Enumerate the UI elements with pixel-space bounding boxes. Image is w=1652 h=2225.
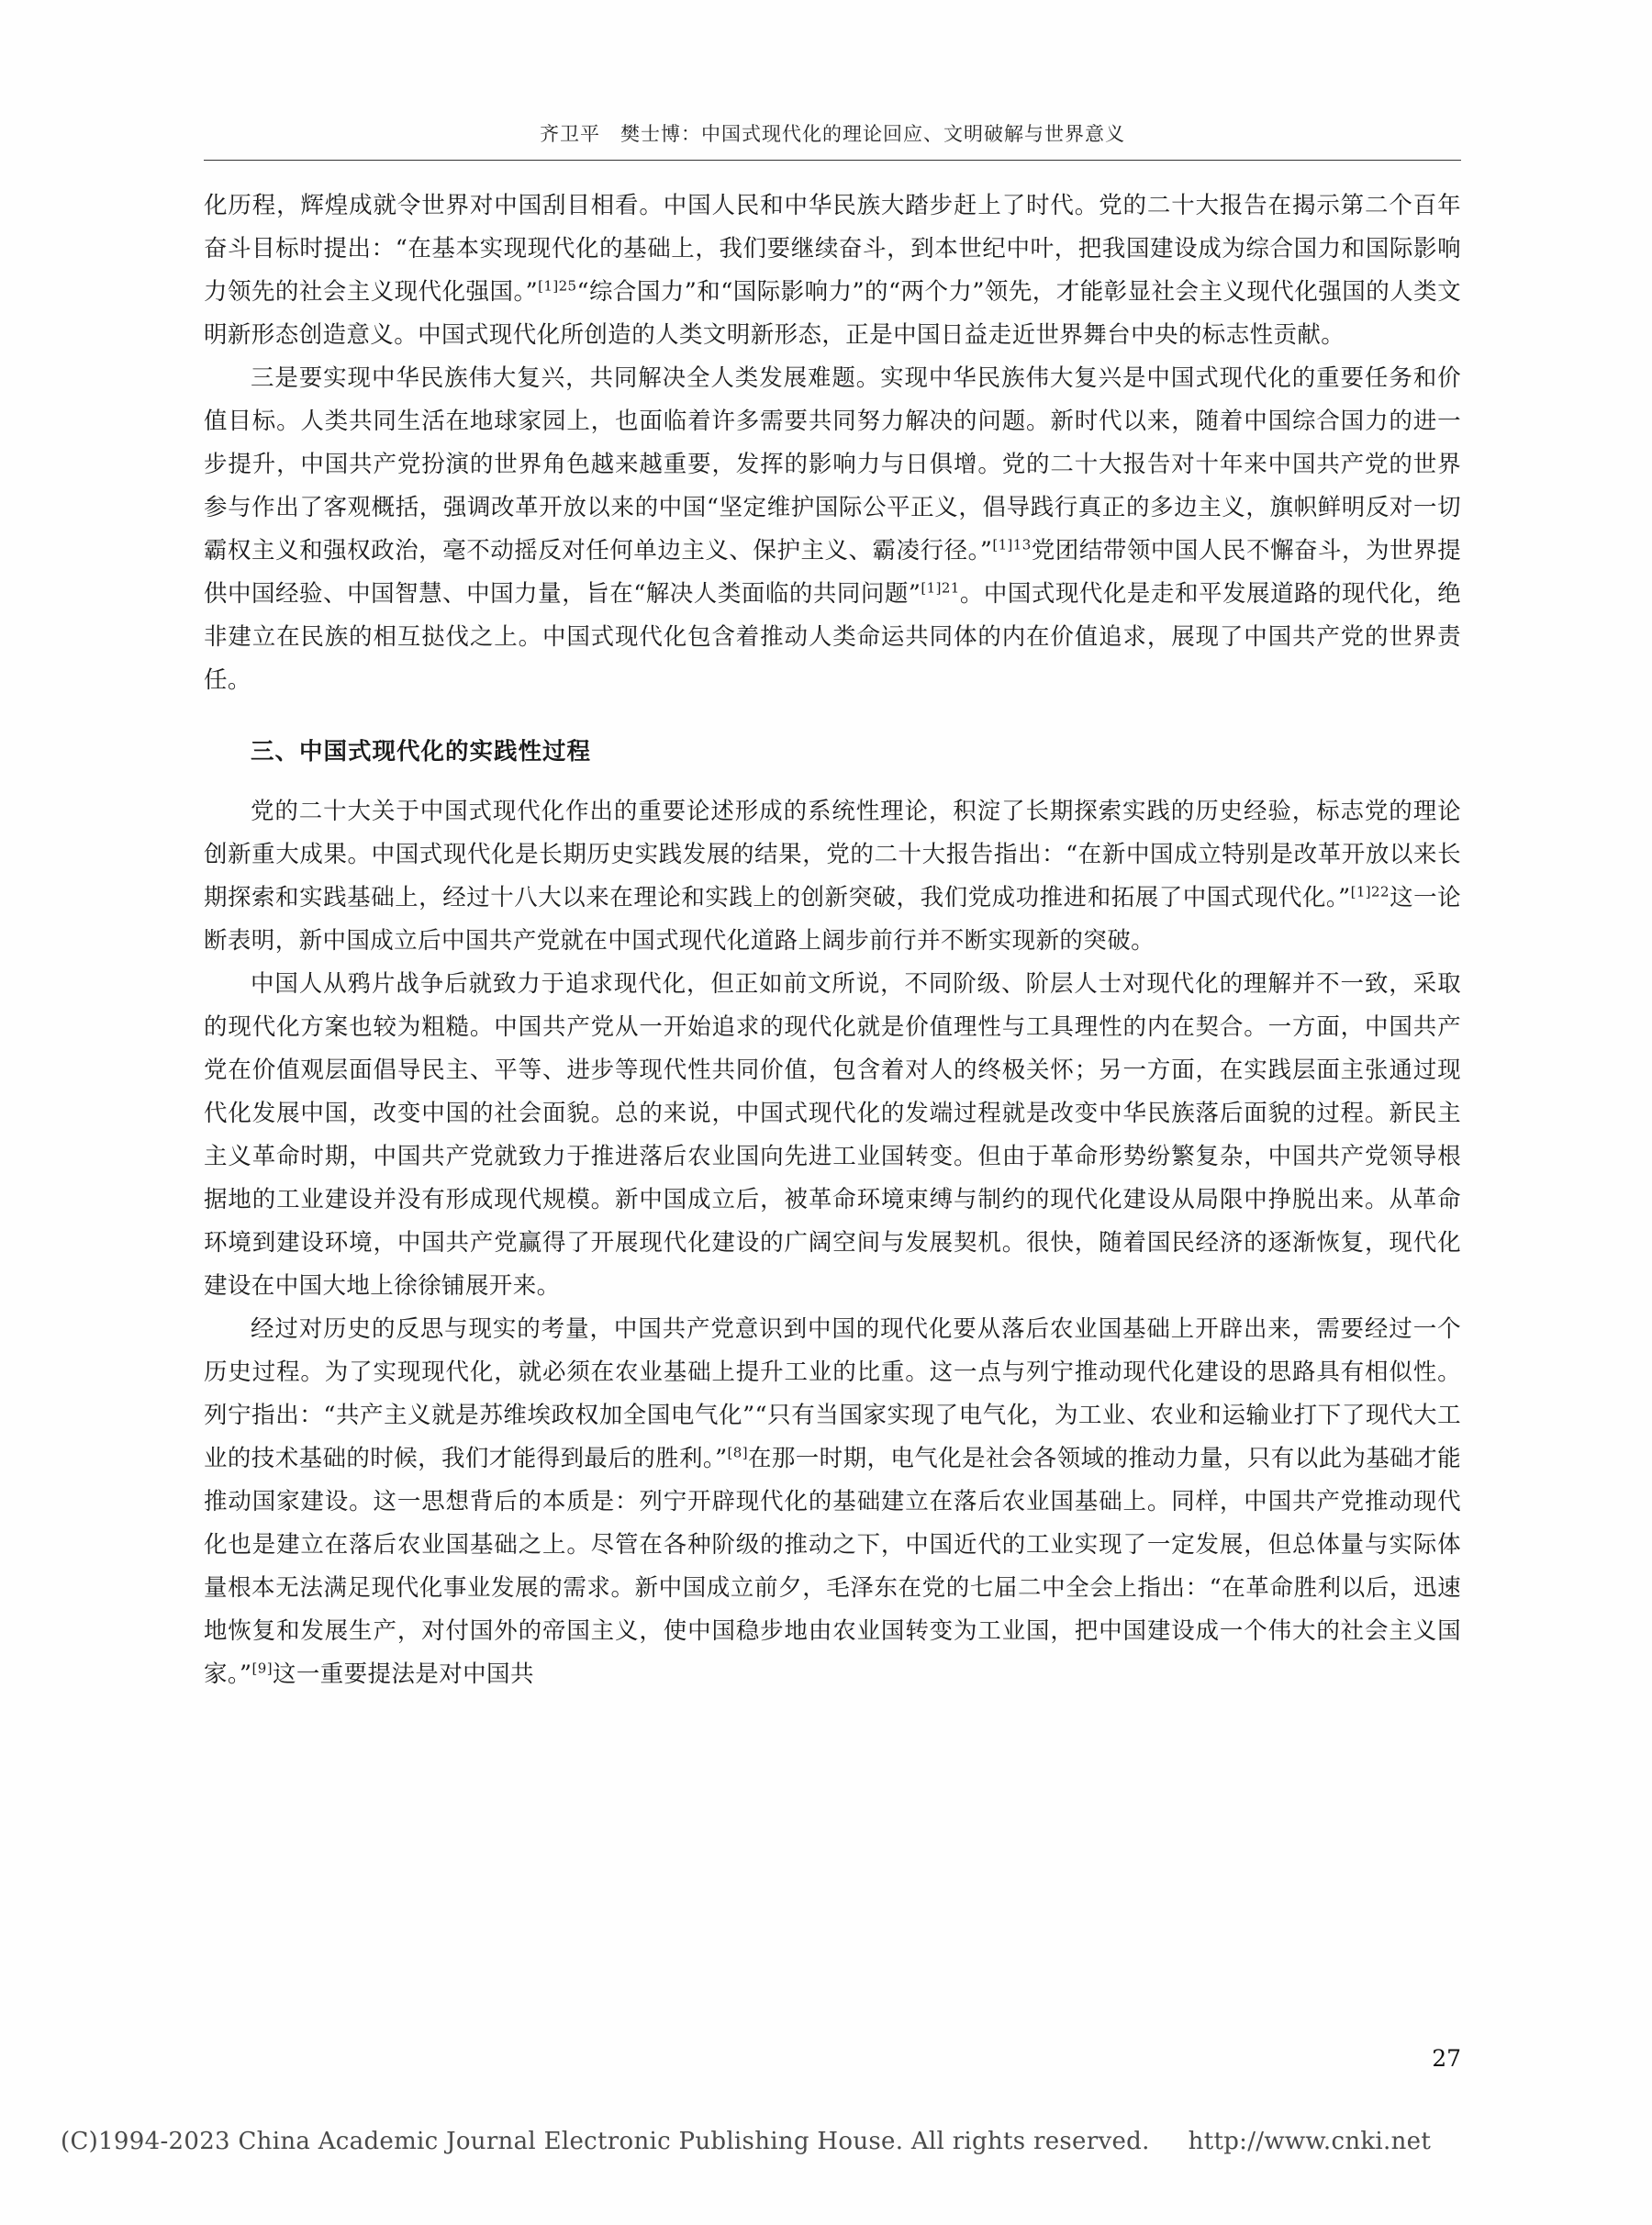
paragraph-5 xyxy=(204,1308,1461,1696)
paragraph-3-tail: 这一论断表明，新中国成立后中国共产党就在中国式现代化道路上阔步前行并不断实现新的突破。 xyxy=(204,884,1462,955)
paragraph-4: 中国人从鸦片战争后就致力于追求现代化，但正如前文所说，不同阶级、阶层人士对现代化的理解并不一致，采取的现代化方案也较为粗糙。中国共产党从一开始追求的现代化就是价值理性与工具理性的内在契合。一方面，中国共产党在价值观层面倡导民主、平等、进步等现代性共同价值，包含着对人的终极关怀；另一方面，在实践层面主张通过现代化发展中国，改变中国的社会面貌。总的来说，中国式现代化的发端过程就是改变中华民族落后面貌的过程。新民主主义革命时期，中国共产党就致力于推进落后农业国向先进工业国转变。但由于革命形势纷繁复杂，中国共产党领导根据地的工业建设并没有形成现代规模。新中国成立后，被革命环境束缚与制约的现代化建设从局限中挣脱出来。从革命环境到建设环境，中国共产党赢得了开展现代化建设的广阔空间与发展契机。很快，随着国民经济的逐渐恢复，现代化建设在中国大地上徐徐铺展开来。 xyxy=(204,970,1461,1300)
citation-ref-1: [1]25 xyxy=(538,277,577,295)
paragraph-5-tail: 在那一时期，电气化是社会各领域的推动力量，只有以此为基础才能推动国家建设。这一思想背后的本质是：列宁开辟现代化的基础建立在落后农业国基础上。同样，中国共产党推动现代化也是建立在落后农业国基础之上。尽管在各种阶级的推动之下，中国近代的工业实现了一定发展，但总体量与实际体量根本无法满足现代化事业发展的需求。新中国成立前夕，毛泽东在党的七届二中全会上指出：“在革命胜利以后，迅速地恢复和发展生产，对付国外的帝国主义，使中国稳步地由农业国转变为工业国，把中国建设成一个伟大的社会主义国家。” xyxy=(204,1445,1461,1688)
citation-ref-6: [9] xyxy=(251,1660,273,1677)
running-head: 齐卫平 樊士博：中国式现代化的理论回应、文明破解与世界意义 xyxy=(540,123,1125,145)
paragraph-2-mid: 党团结带领中国人民不懈奋斗，为世界提供中国经验、中国智慧、中国力量，旨在“解决人类面临的共同问题” xyxy=(204,537,1461,608)
page-content xyxy=(204,119,1461,1696)
paragraph-2-text: 三是要实现中华民族伟大复兴，共同解决全人类发展难题。实现中华民族伟大复兴是中国式现代化的重要任务和价值目标。人类共同生活在地球家园上，也面临着许多需要共同努力解决的问题。新时代以来，随着中国综合国力的进一步提升，中国共产党扮演的世界角色越来越重要，发挥的影响力与日俱增。党的二十大报告对十年来中国共产党的世界参与作出了客观概括，强调改革开放以来的中国“坚定维护国际公平正义，倡导践行真正的多边主义，旗帜鲜明反对一切霸权主义和强权政治，毫不动摇反对任何单边主义、保护主义、霸凌行径。” xyxy=(204,364,1461,565)
citation-ref-2: [1]13 xyxy=(992,536,1032,553)
cnki-url: http://www.cnki.net xyxy=(1188,2128,1432,2155)
citation-ref-4: [1]22 xyxy=(1350,883,1390,900)
header-divider xyxy=(204,160,1461,161)
footer-copyright xyxy=(61,2128,1602,2155)
paragraph-3 xyxy=(204,790,1461,963)
paragraph-1-text: 化历程，辉煌成就令世界对中国刮目相看。中国人民和中华民族大踏步赶上了时代。党的二十大报告在揭示第二个百年奋斗目标时提出：“在基本实现现代化的基础上，我们要继续奋斗，到本世纪中叶，把我国建设成为综合国力和国际影响力领先的社会主义现代化强国。” xyxy=(204,192,1461,306)
paragraph-2 xyxy=(204,357,1461,702)
paragraph-2-tail: 。中国式现代化是走和平发展道路的现代化，绝非建立在民族的相互挞伐之上。中国式现代化包含着推动人类命运共同体的内在价值追求，展现了中国共产党的世界责任。 xyxy=(204,580,1461,694)
paragraph-5-text: 经过对历史的反思与现实的考量，中国共产党意识到中国的现代化要从落后农业国基础上开辟出来，需要经过一个历史过程。为了实现现代化，就必须在农业基础上提升工业的比重。这一点与列宁推动现代化建设的思路具有相似性。列宁指出：“共产主义就是苏维埃政权加全国电气化”“只有当国家实现了电气化，为工业、农业和运输业打下了现代大工业的技术基础的时候，我们才能得到最后的胜利。” xyxy=(204,1315,1461,1472)
page-number: 27 xyxy=(1432,2045,1461,2072)
citation-ref-5: [8] xyxy=(727,1444,748,1461)
paragraph-5-tail-2: 这一重要提法是对中国共 xyxy=(272,1660,534,1688)
paragraph-3-text: 党的二十大关于中国式现代化作出的重要论述形成的系统性理论，积淀了长期探索实践的历史经验，标志党的理论创新重大成果。中国式现代化是长期历史实践发展的结果，党的二十大报告指出：“在新中国成立特别是改革开放以来长期探索和实践基础上，经过十八大以来在理论和实践上的创新突破，我们党成功推进和拓展了中国式现代化。” xyxy=(204,798,1461,911)
citation-ref-3: [1]21 xyxy=(921,579,960,597)
copyright-text: (C)1994-2023 China Academic Journal Electronic Publishing House. All rights reserved. xyxy=(61,2128,1150,2155)
paragraph-1-tail: “综合国力”和“国际影响力”的“两个力”领先，才能彰显社会主义现代化强国的人类文明新形态创造意义。中国式现代化所创造的人类文明新形态，正是中国日益走近世界舞台中央的标志性贡献。 xyxy=(204,278,1461,349)
paragraph-1 xyxy=(204,184,1461,357)
section-heading: 三、中国式现代化的实践性过程 xyxy=(251,738,592,766)
